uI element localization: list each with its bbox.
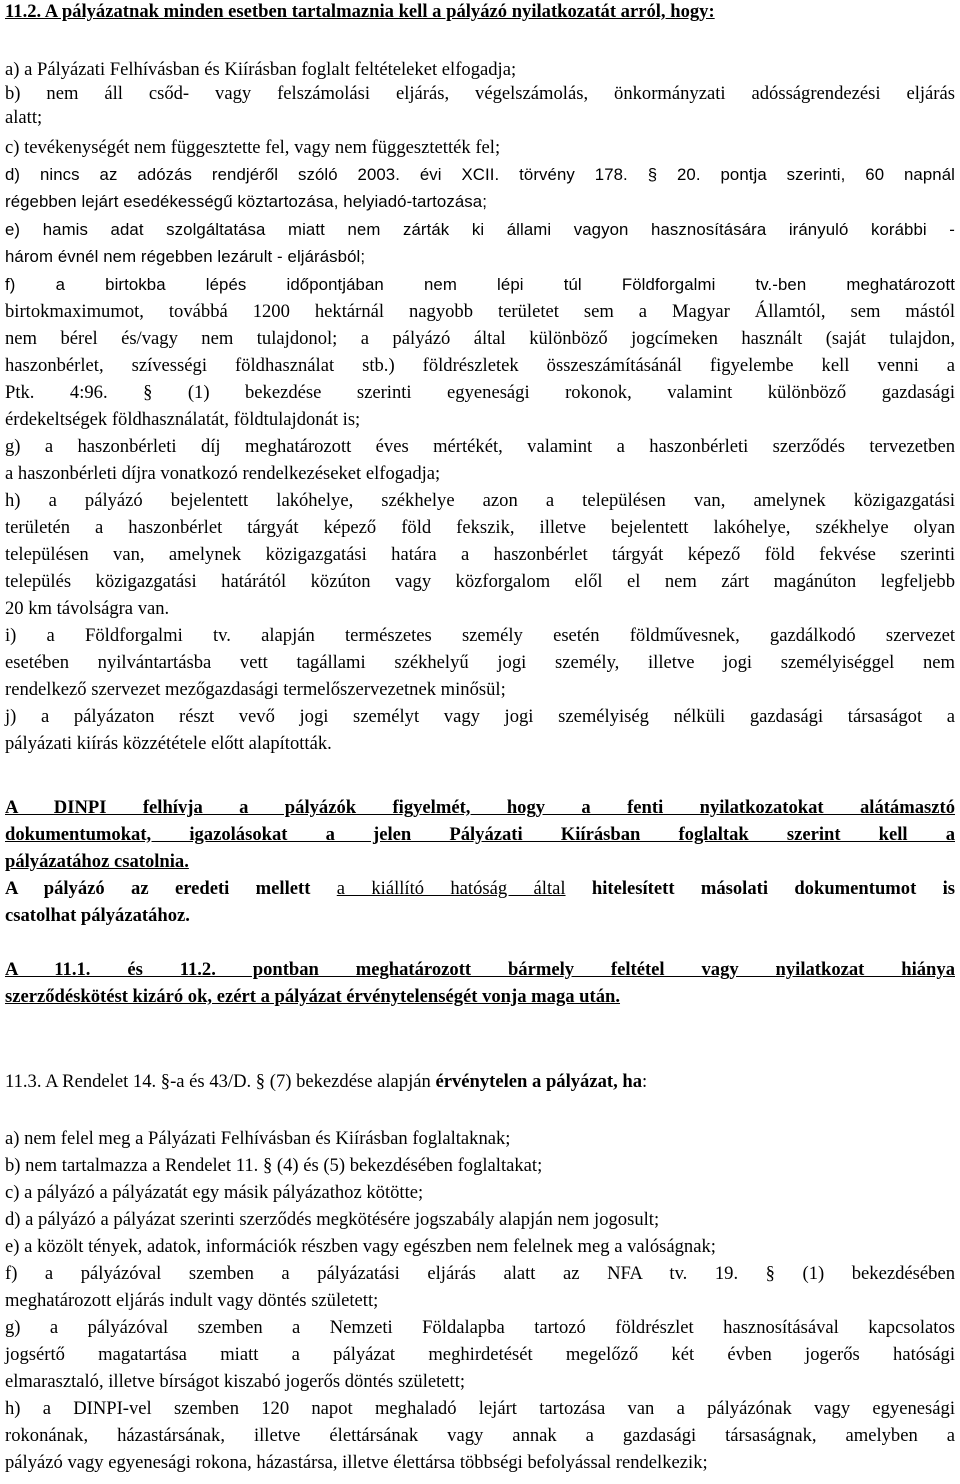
declaration-item-i-cont-1: esetében nyilvántartásba vett tagállami székhelyű jogi személy, illetve jogi személyiséggel nem — [5, 652, 955, 673]
invalidity-item-g-cont-1: jogsértő magatartása miatt a pályázat meghirdetését megelőző két évben jogerős hatósági — [5, 1344, 955, 1365]
certified-copy-part-1: A pályázó az eredeti mellett — [5, 878, 311, 899]
declaration-item-g: g) a haszonbérleti díj meghatározott éves mértékét, valamint a haszonbérleti szerződés tervezetben — [5, 436, 955, 457]
section-heading-11-3 — [5, 1070, 955, 1094]
invalidity-item-g: g) a pályázóval szemben a Nemzeti Földalapba tartozó földrészlet hasznosításával kapcsolatos — [5, 1317, 955, 1338]
invalidity-item-f-cont: meghatározott eljárás indult vagy döntés született; — [5, 1290, 379, 1311]
invalidity-item-a: a) nem felel meg a Pályázati Felhívásban és Kiírásban foglaltaknak; — [5, 1128, 511, 1149]
invalidity-item-b: b) nem tartalmazza a Rendelet 11. § (4) és (5) bekezdésében foglaltakat; — [5, 1155, 543, 1176]
declaration-item-f-cont-5: érdekeltségek földhasználatát, földtulajdonát is; — [5, 409, 361, 430]
declaration-item-d-cont: régebben lejárt esedékességű köztartozása, helyiadó-tartozása; — [5, 192, 487, 211]
declaration-item-a: a) a Pályázati Felhívásban és Kiírásban foglalt feltételeket elfogadja; — [5, 59, 517, 80]
invalidity-item-f: f) a pályázóval szemben a pályázatási eljárás alatt az NFA tv. 19. § (1) bekezdésében — [5, 1263, 955, 1284]
declaration-item-j: j) a pályázaton részt vevő jogi személyt vagy jogi személyiség nélküli gazdasági társaságot a — [5, 706, 955, 727]
invalidity-item-h-cont-1: rokonának, házastársának, illetve élettársának vagy annak a gazdasági társaságnak, amelyben a — [5, 1425, 955, 1446]
section-heading-11-2: 11.2. A pályázatnak minden esetben tartalmaznia kell a pályázó nyilatkozatát arról, hogy: — [5, 1, 715, 22]
invalidity-item-h-cont-2: pályázó vagy egyenesági rokona, házastársa, illetve élettársa többségi befolyással rendelkezik; — [5, 1452, 708, 1473]
declaration-item-d: d) nincs az adózás rendjéről szóló 2003. évi XCII. törvény 178. § 20. pontja szerinti, 60 napnál — [5, 165, 955, 184]
declaration-item-c: c) tevékenységét nem függesztette fel, vagy nem függesztették fel; — [5, 137, 501, 158]
declaration-item-h-cont-2: településen van, amelynek közigazgatási határa a haszonbérlet tárgyát képező föld fekvése szerinti — [5, 544, 955, 565]
invalidity-item-d: d) a pályázó a pályázat szerinti szerződés megkötésére jogszabály alapján nem jogosult; — [5, 1209, 660, 1230]
issuing-authority-text: a kiállító hatóság által — [336, 878, 566, 899]
certified-copy-line-1 — [5, 877, 955, 901]
declaration-item-i: i) a Földforgalmi tv. alapján természetes személy esetén földművesnek, gazdálkodó szervezet — [5, 625, 955, 646]
declaration-item-f-cont-1: birtokmaximumot, továbbá 1200 hektárnál nagyobb területet sem a Magyar Államtól, sem mástól — [5, 301, 955, 322]
invalidity-item-c: c) a pályázó a pályázatát egy másik pályázathoz kötötte; — [5, 1182, 424, 1203]
declaration-item-e-cont: három évnél nem régebben lezárult - eljárásból; — [5, 247, 366, 266]
invalidity-item-g-cont-2: elmarasztaló, illetve bírságot kiszabó jogerős döntés született; — [5, 1371, 466, 1392]
declaration-item-f-cont-3: haszonbérlet, szívességi földhasználat stb.) földrészletek összeszámításánál figyelembe kell venni a — [5, 355, 955, 376]
declaration-item-f-cont-2: nem bérel és/vagy nem tulajdonol; a pályázó által különböző jogcímeken használt (saját tulajdon, — [5, 328, 955, 349]
declaration-item-b: b) nem áll csőd- vagy felszámolási eljárás, végelszámolás, önkormányzati adósságrendezési eljárás — [5, 83, 955, 104]
dinpi-notice-line-1: A DINPI felhívja a pályázók figyelmét, hogy a fenti nyilatkozatokat alátámasztó — [5, 797, 955, 818]
declaration-item-g-cont: a haszonbérleti díjra vonatkozó rendelkezéseket elfogadja; — [5, 463, 441, 484]
declaration-item-i-cont-2: rendelkező szervezet mezőgazdasági termelőszervezetnek minősül; — [5, 679, 506, 700]
certified-copy-line-2: csatolhat pályázatához. — [5, 905, 190, 926]
declaration-item-f-cont-4: Ptk. 4:96. § (1) bekezdése szerinti egyenesági rokonok, valamint különböző gazdasági — [5, 382, 955, 403]
declaration-item-h-cont-1: területén a haszonbérlet tárgyát képező föld fekszik, illetve bejelentett lakóhelye, székhelye olyan — [5, 517, 955, 538]
certified-copy-part-3: hitelesített másolati dokumentumot is — [591, 878, 956, 899]
section-11-3-bold: érvénytelen a pályázat, ha — [435, 1071, 643, 1092]
section-11-3-intro: 11.3. A Rendelet 14. §-a és 43/D. § (7) bekezdése alapján — [5, 1071, 436, 1092]
dinpi-notice-line-2: dokumentumokat, igazolásokat a jelen Pályázati Kiírásban foglaltak szerint kell a — [5, 824, 955, 845]
exclusion-notice-line-1: A 11.1. és 11.2. pontban meghatározott bármely feltétel vagy nyilatkozat hiánya — [5, 959, 955, 980]
section-11-3-colon: : — [642, 1071, 648, 1092]
invalidity-item-e: e) a közölt tények, adatok, információk részben vagy egészben nem felelnek meg a valóságnak; — [5, 1236, 716, 1257]
declaration-item-j-cont: pályázati kiírás közzététele előtt alapították. — [5, 733, 332, 754]
declaration-item-f: f) a birtokba lépés időpontjában nem lépi túl Földforgalmi tv.-ben meghatározott — [5, 275, 955, 294]
declaration-item-h-cont-3: település közigazgatási határától közúton vagy közforgalom elől el nem zárt magánúton legfeljebb — [5, 571, 955, 592]
declaration-item-h: h) a pályázó bejelentett lakóhelye, székhelye azon a településen van, amelynek közigazgatási — [5, 490, 955, 511]
dinpi-notice-line-3: pályázatához csatolnia. — [5, 851, 189, 872]
declaration-item-e: e) hamis adat szolgáltatása miatt nem zárták ki állami vagyon hasznosítására irányuló korábbi - — [5, 220, 955, 239]
declaration-item-h-cont-4: 20 km távolságra van. — [5, 598, 170, 619]
invalidity-item-h: h) a DINPI-vel szemben 120 napot meghaladó lejárt tartozása van a pályázónak vagy egyenesági — [5, 1398, 955, 1419]
exclusion-notice-line-2: szerződéskötést kizáró ok, ezért a pályázat érvénytelenségét vonja maga után. — [5, 986, 621, 1007]
declaration-item-b-cont: alatt; — [5, 107, 43, 128]
